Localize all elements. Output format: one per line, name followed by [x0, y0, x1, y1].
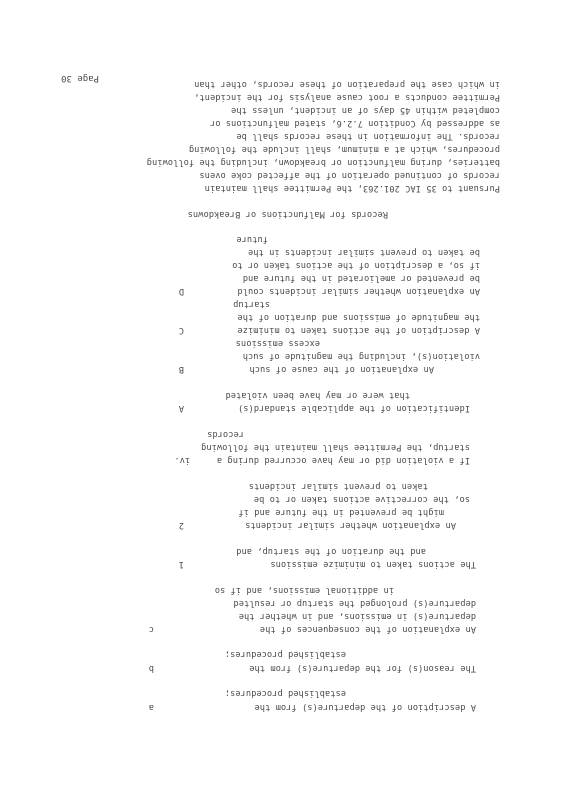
paragraph-line: procedures, which at a minimum, shall include the following [188, 144, 500, 154]
paragraph-line: completed within 45 days of an incident, unless the [231, 105, 500, 115]
item-line: departure(s) in emissions, and in whether the [238, 611, 476, 621]
item-line: in additional emissions, and if so [214, 585, 394, 595]
paragraph-line: Permittee conducts a root cause analysis for the incident, [194, 92, 500, 102]
page-header: Page 30 [61, 73, 99, 83]
item-line: An explanation whether similar incidents could [237, 286, 480, 296]
item-marker: A [178, 403, 184, 413]
section-heading: Records for Malfunctions or Breakdowns [187, 209, 388, 219]
item-line: A description of the actions taken to minimize [237, 325, 480, 335]
item-line: An explanation whether similar incidents [245, 520, 456, 530]
item-marker: 1 [178, 559, 184, 569]
item-line: An explanation of the cause of such [249, 364, 434, 374]
item-line: departure(s) prolonged the startup or resulted [233, 598, 476, 608]
item-line: might be prevented in the future and if [238, 507, 444, 517]
item-line: and the duration of the startup, and [236, 546, 426, 556]
item-marker: 2 [178, 520, 184, 530]
item-line: startup, the Permittee shall maintain the following [201, 442, 470, 452]
item-marker: D [178, 286, 184, 296]
paragraph-line: as addressed by Condition 7.2.6, stated malfunctions or [209, 118, 500, 128]
item-marker: b [148, 663, 154, 673]
item-line: The reason(s) for the departure(s) from the [249, 663, 476, 673]
item-marker: B [178, 364, 184, 374]
paragraph-line: in which case the preparation of these records, other than [194, 79, 500, 89]
item-line: future [236, 234, 268, 244]
item-line: startup [233, 299, 270, 309]
item-line: that were or may have been violated [225, 390, 410, 400]
item-line: so, the corrective actions taken or to be [253, 494, 470, 504]
item-line: The actions taken to minimize emissions [270, 559, 476, 569]
item-line: An explanation of the consequences of the [259, 624, 476, 634]
item-line: established procedures; [224, 649, 346, 659]
item-line: if so, a description of the actions taken or to [232, 260, 480, 270]
item-line: taken to prevent similar incidents [248, 481, 428, 491]
paragraph-line: records of continued operation of the affected coke ovens [199, 170, 500, 180]
item-line: If a violation did or may have occurred during a [216, 455, 470, 465]
item-marker: iv. [174, 455, 190, 465]
item-line: be taken to prevent similar incidents in the [247, 247, 480, 257]
item-line: records [207, 429, 244, 439]
paragraph-line: Pursuant to 35 IAC 201.263, the Permittee shall maintain [204, 183, 500, 193]
item-line: A description of the departure(s) from the [254, 702, 476, 712]
item-line: the magnitude of emissions and duration of the [237, 312, 480, 322]
item-marker: C [178, 325, 184, 335]
item-marker: a [148, 702, 154, 712]
item-line: violation(s), including the magnitude of such [242, 351, 480, 361]
item-line: be prevented or ameliorated in the future and [242, 273, 480, 283]
paragraph-line: batteries, during malfunction or breakdown, including the following [146, 157, 500, 167]
item-line: Identification of the applicable standard(s) [237, 403, 470, 413]
item-line: excess emissions [235, 338, 320, 348]
item-marker: c [148, 624, 154, 634]
paragraph-line: records. The information in these records shall be [236, 131, 500, 141]
item-line: established procedures; [224, 688, 346, 698]
